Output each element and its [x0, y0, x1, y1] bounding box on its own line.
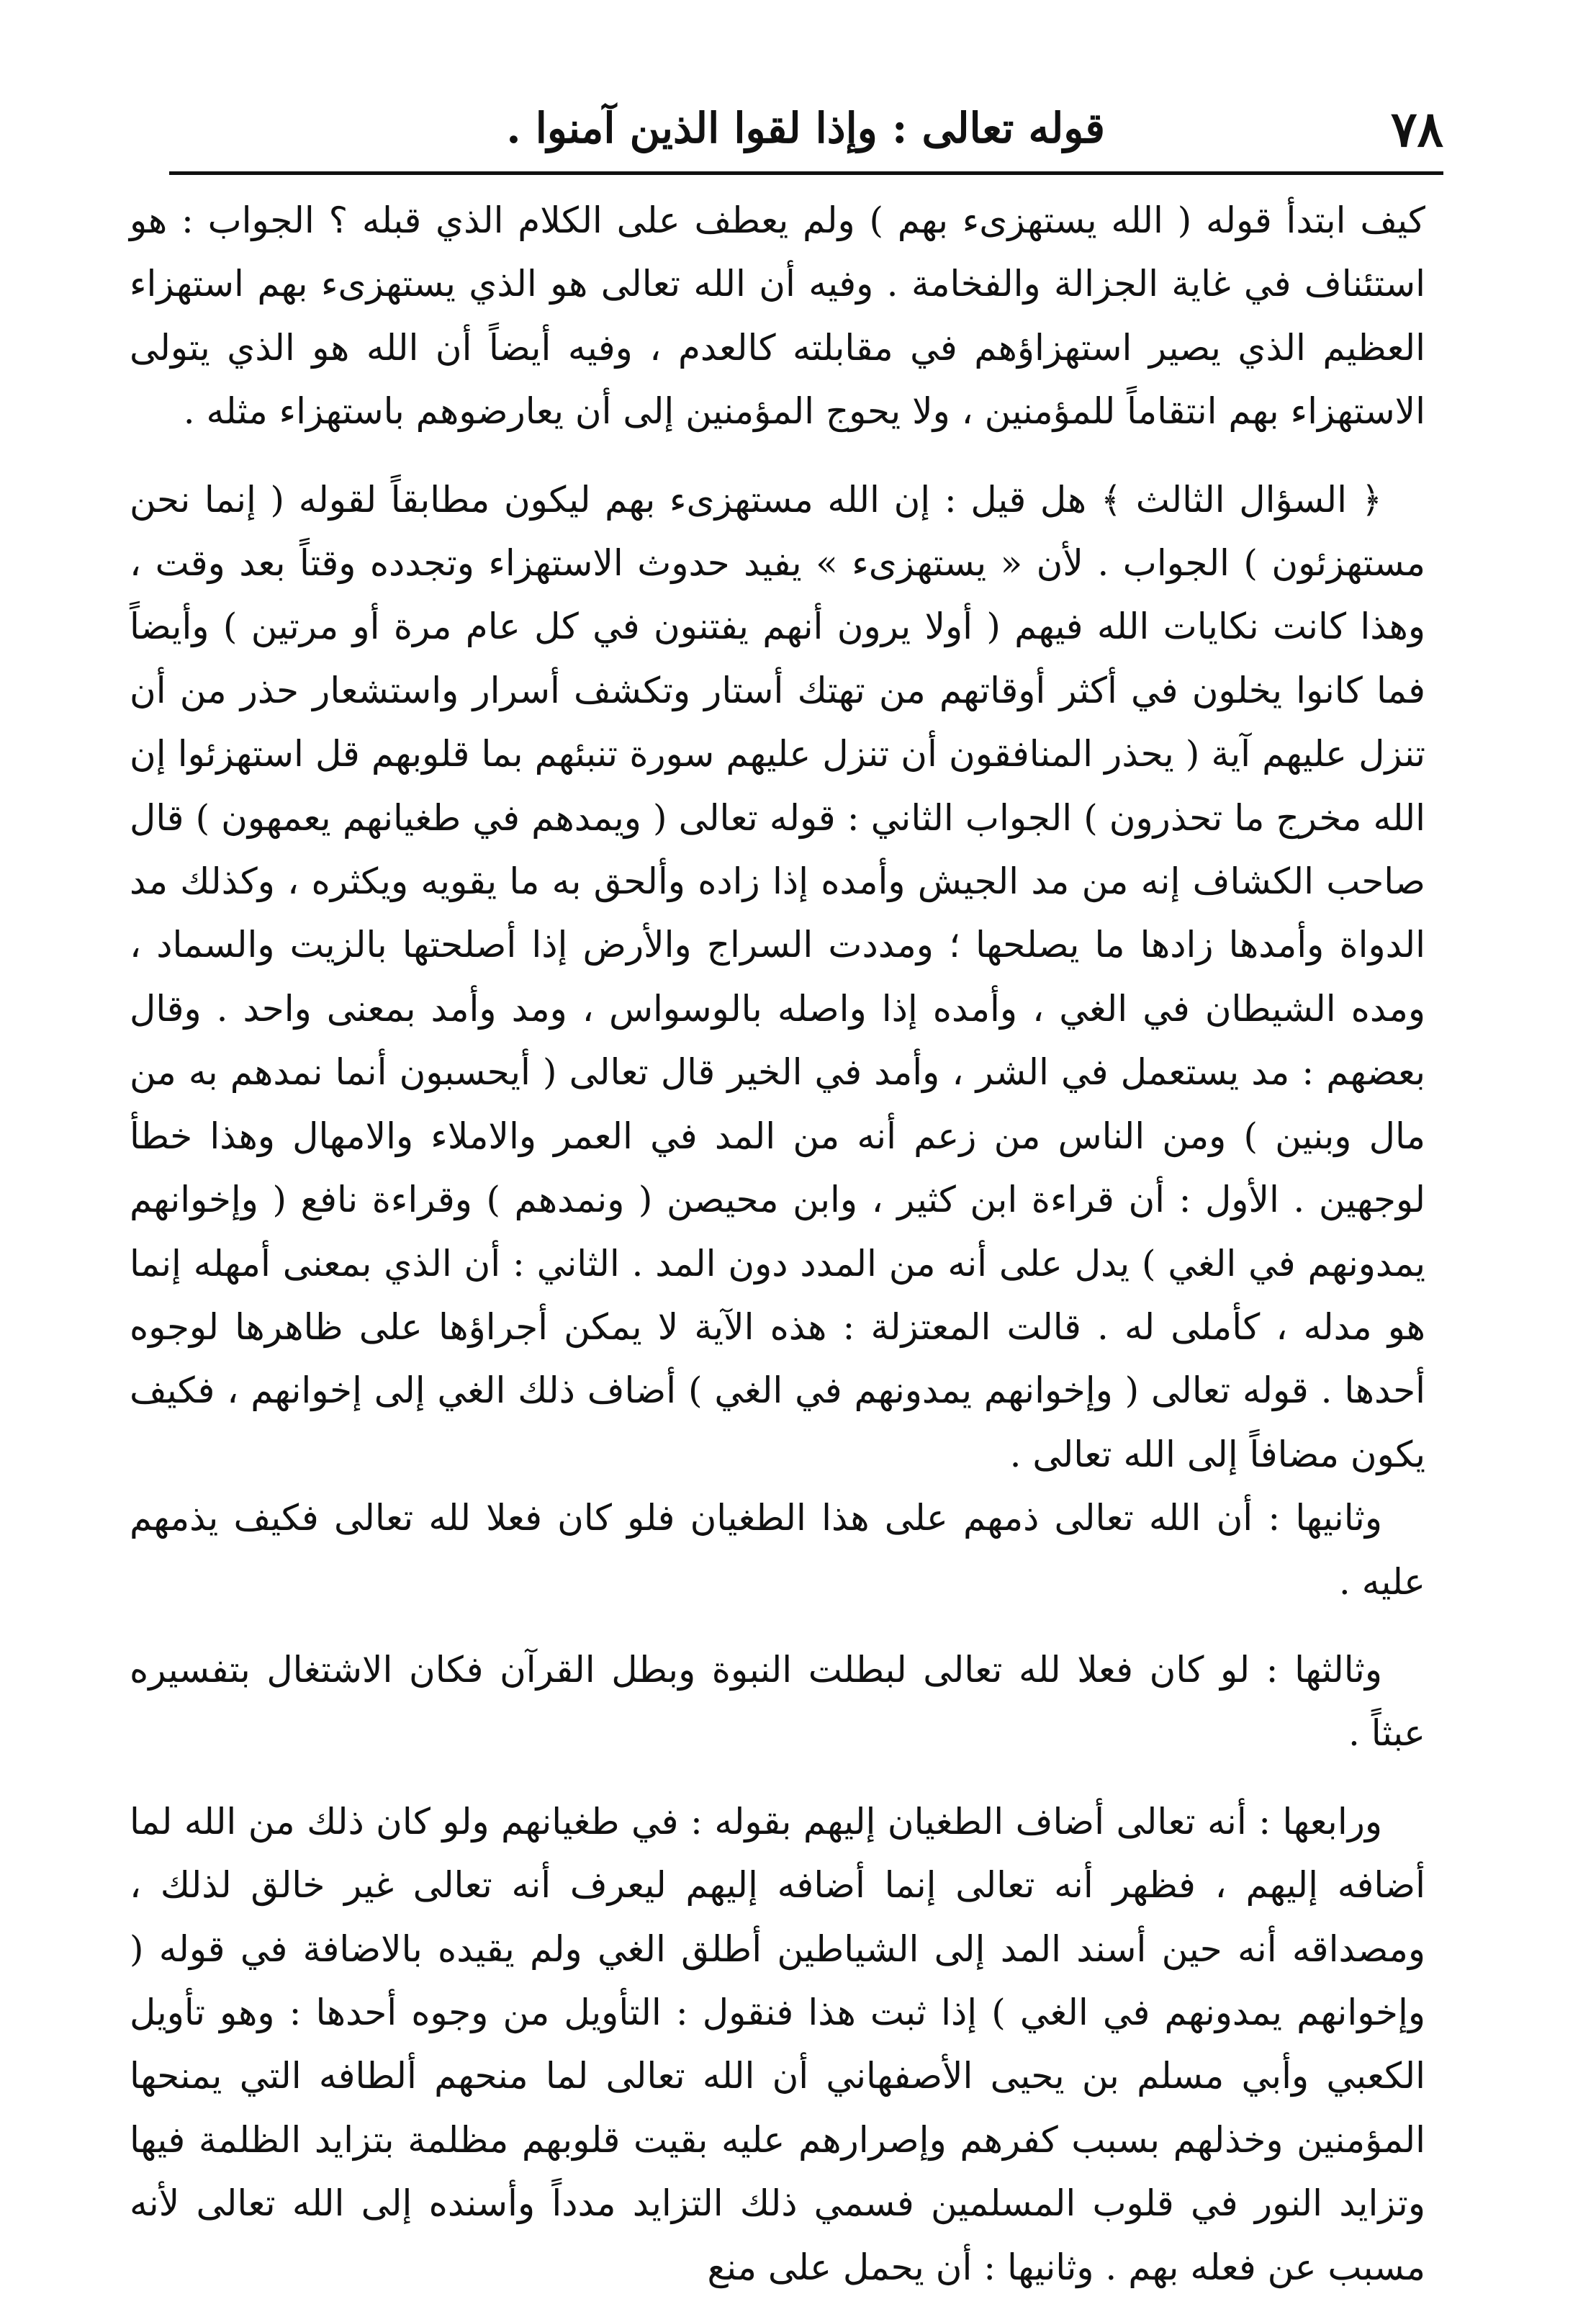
paragraph: وثانيها : أن الله تعالى ذمهم على هذا الطغيان فلو كان فعلا لله تعالى فكيف يذمهم عليه .: [130, 1497, 1425, 1603]
paragraph: ﴿ السؤال الثالث ﴾ هل قيل : إن الله مستهزىء بهم ليكون مطابقاً لقوله ( إنما نحن مستهزئون ) الجواب . لأن « يستهزىء » يفيد حدوث الاستهزاء وتجدده وقتاً بعد وقت ، وهذا كانت نكايات الله فيهم ( أولا يرون أنهم يفتنون في كل عام مرة أو مرتين ) وأيضاً فما كانوا يخلون في أكثر أوقاتهم من تهتك أستار وتكشف أسرار واستشعار حذر من أن تنزل عليهم آية ( يحذر المنافقون أن تنزل عليهم سورة تنبئهم بما قلوبهم قل استهزئوا إن الله مخرج ما تحذرون ) الجواب الثاني : قوله تعالى ( ويمدهم في طغيانهم يعمهون ) قال صاحب الكشاف إنه من مد الجيش وأمده إذا زاده وألحق به ما يقويه ويكثره ، وكذلك مد الدواة وأمدها زادها ما يصلحها ؛ ومددت السراج والأرض إذا أصلحتها بالزيت والسماد ، ومده الشيطان في الغي ، وأمده إذا واصله بالوسواس ، ومد وأمد بمعنى واحد . وقال بعضهم : مد يستعمل في الشر ، وأمد في الخير قال تعالى ( أيحسبون أنما نمدهم به من مال وبنين ) ومن الناس من زعم أنه من المد في العمر والاملاء والامهال وهذا خطأ لوجهين . الأول : أن قراءة ابن كثير ، وابن محيصن ( ونمدهم ) وقراءة نافع ( وإخوانهم يمدونهم في الغي ) يدل على أنه من المدد دون المد . الثاني : أن الذي بمعنى أمهله إنما هو مدله ، كأملى له . قالت المعتزلة : هذه الآية لا يمكن أجراؤها على ظاهرها لوجوه أحدها . قوله تعالى ( وإخوانهم يمدونهم في الغي ) أضاف ذلك الغي إلى إخوانهم ، فكيف يكون مضافاً إلى الله تعالى .: [130, 478, 1425, 1475]
running-title: قوله تعالى : وإذا لقوا الذين آمنوا .: [506, 104, 1105, 153]
page-number: ٧٨: [1390, 101, 1443, 158]
paragraph: كيف ابتدأ قوله ( الله يستهزىء بهم ) ولم يعطف على الكلام الذي قبله ؟ الجواب : هو استئناف في غاية الجزالة والفخامة . وفيه أن الله تعالى هو الذي يستهزىء بهم استهزاء العظيم الذي يصير استهزاؤهم في مقابلته كالعدم ، وفيه أيضاً أن الله هو الذي يتولى الاستهزاء بهم انتقاماً للمؤمنين ، ولا يحوج المؤمنين إلى أن يعارضوهم باستهزاء مثله .: [130, 199, 1425, 433]
page-header: [151, 94, 1443, 173]
header-divider: [169, 171, 1443, 175]
paragraph: وثالثها : لو كان فعلا لله تعالى لبطلت النبوة وبطل القرآن فكان الاشتغال بتفسيره عبثاً .: [130, 1648, 1425, 1755]
body-text: [130, 189, 1425, 2299]
paragraph: ورابعها : أنه تعالى أضاف الطغيان إليهم بقوله : في طغيانهم ولو كان ذلك من الله لما أضافه إليهم ، فظهر أنه تعالى إنما أضافه إليهم ليعرف أنه تعالى غير خالق لذلك ، ومصداقه أنه حين أسند المد إلى الشياطين أطلق الغي ولم يقيده بالاضافة في قوله ( وإخوانهم يمدونهم في الغي ) إذا ثبت هذا فنقول : التأويل من وجوه أحدها : وهو تأويل الكعبي وأبي مسلم بن يحيى الأصفهاني أن الله تعالى لما منحهم ألطافه التي يمنحها المؤمنين وخذلهم بسبب كفرهم وإصرارهم عليه بقيت قلوبهم مظلمة بتزايد الظلمة فيها وتزايد النور في قلوب المسلمين فسمي ذلك التزايد مدداً وأسنده إلى الله تعالى لأنه مسبب عن فعله بهم . وثانيها : أن يحمل على منع: [130, 1800, 1425, 2288]
